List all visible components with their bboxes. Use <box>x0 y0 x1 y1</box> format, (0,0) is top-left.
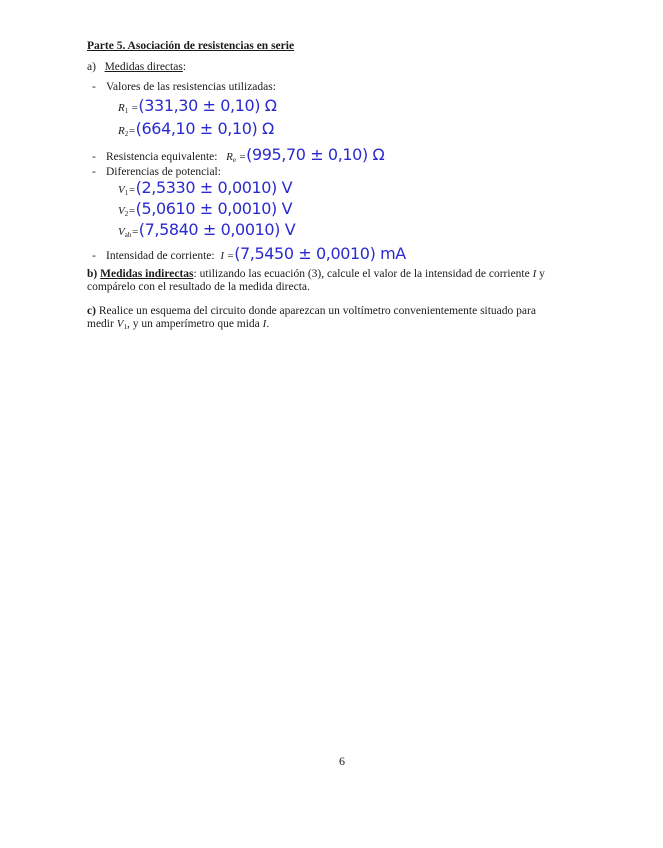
v1-line: $V_1=(2,5330 \pm 0,0010)$ V <box>118 178 293 197</box>
r2-symbol: $R_2$ <box>118 125 129 138</box>
part-a-colon: : <box>182 61 187 73</box>
potentials-label: Diferencias de potencial: <box>106 166 221 178</box>
current-label: Intensidad de corriente: <box>106 250 215 262</box>
v2-line: $V_2=(5,0610 \pm 0,0010)$ V <box>118 199 293 218</box>
equivalent-bullet: - Resistencia equivalente: $R_e =(995,70 \pm 0,10)$ Ω <box>92 145 385 164</box>
re-symbol: $R_e$ <box>226 151 236 164</box>
v1-symbol: $V_1$ <box>118 184 129 197</box>
i-handwritten-value: (7,5450 ± 0,0010) mA <box>234 244 406 263</box>
r1-handwritten-value: (331,30 ± 0,10) Ω <box>138 96 277 115</box>
part-a-title: Medidas directas <box>104 61 183 73</box>
vab-symbol: $V_{ab}$ <box>118 226 132 239</box>
re-handwritten-value: (995,70 ± 0,10) Ω <box>246 145 385 164</box>
part-a-heading <box>87 61 186 73</box>
v1-handwritten-value: (2,5330 ± 0,0010) V <box>135 178 293 197</box>
r2-line: $R_2=(664,10 \pm 0,10)$ Ω <box>118 119 274 138</box>
vab-handwritten-value: (7,5840 ± 0,0010) V <box>138 220 296 239</box>
i-symbol: I <box>220 250 224 262</box>
part-b-title: Medidas indirectas <box>100 268 194 280</box>
vab-line: $V_{ab}=(7,5840 \pm 0,0010)$ V <box>118 220 296 239</box>
page-number: 6 <box>339 754 345 768</box>
part-c-paragraph: c) Realice un esquema del circuito donde aparezcan un voltímetro convenientemente situado para medir $V_1$, y un amperímetro que mida I. <box>87 305 536 331</box>
resistances-bullet: - Valores de las resistencias utilizadas: <box>92 81 276 93</box>
resistances-label: Valores de las resistencias utilizadas: <box>106 81 276 93</box>
r1-line: $R_1 =(331,30 \pm 0,10)$ Ω <box>118 96 277 115</box>
equivalent-label: Resistencia equivalente: <box>106 151 218 163</box>
part-b-paragraph: b) Medidas indirectas: utilizando las ecuación (3), calcule el valor de la intensidad de corriente I y compárelo con el resultado de la medida directa. <box>87 268 545 293</box>
potentials-bullet: - Diferencias de potencial: <box>92 166 221 178</box>
v2-handwritten-value: (5,0610 ± 0,0010) V <box>135 199 293 218</box>
v2-symbol: $V_2$ <box>118 205 129 218</box>
r2-handwritten-value: (664,10 ± 0,10) Ω <box>135 119 274 138</box>
current-bullet: - Intensidad de corriente: I =(7,5450 ± 0,0010) mA <box>92 244 406 263</box>
part-a-marker: a) <box>87 61 96 73</box>
section-heading: Parte 5. Asociación de resistencias en serie <box>87 40 295 52</box>
r1-symbol: $R_1$ <box>118 102 129 115</box>
